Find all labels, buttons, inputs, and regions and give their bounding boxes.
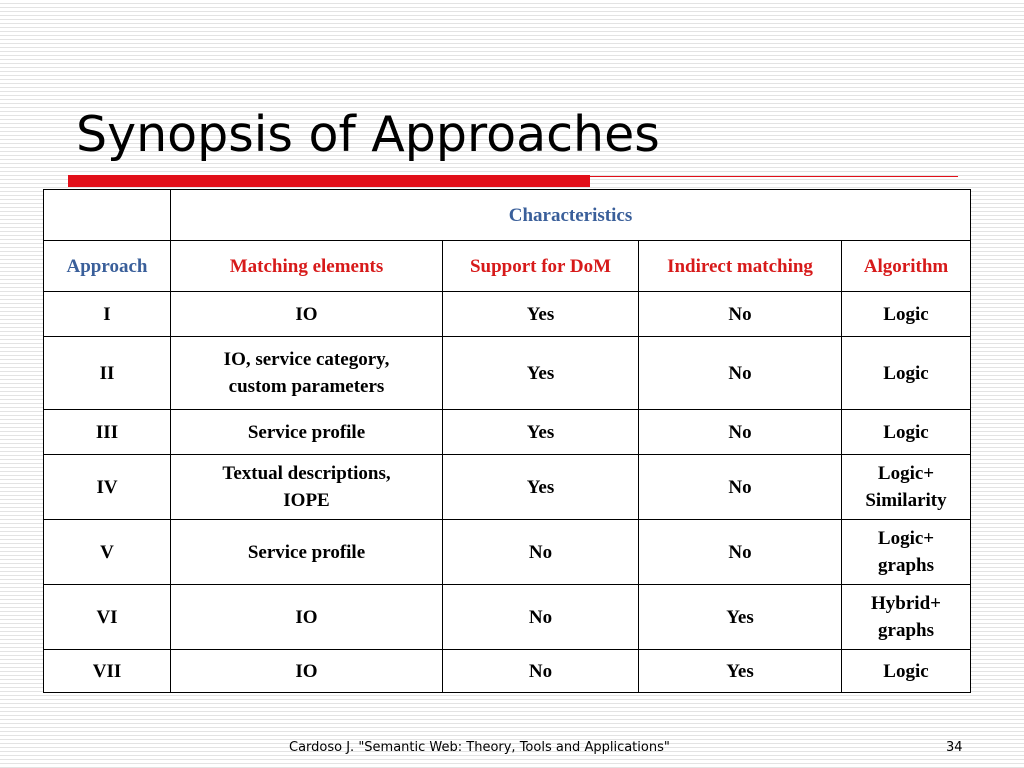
- approaches-table: [43, 189, 971, 693]
- algorithm-cell-line: graphs: [878, 620, 934, 641]
- matching-elements-cell: [171, 650, 443, 693]
- approach-cell: I: [44, 292, 171, 337]
- matching-elements-cell: [171, 410, 443, 455]
- empty-corner-cell: [44, 190, 171, 241]
- column-header-approach: Approach: [44, 241, 171, 292]
- approach-cell: VII: [44, 650, 171, 693]
- characteristics-header: Characteristics: [171, 190, 971, 241]
- algorithm-cell-line: Logic: [883, 362, 929, 384]
- indirect-matching-cell: Yes: [639, 650, 842, 693]
- column-header-matching-elements: Matching elements: [171, 241, 443, 292]
- algorithm-cell: [842, 292, 971, 337]
- support-for-dom-cell: Yes: [443, 410, 639, 455]
- matching-elements-cell-line: IOPE: [283, 490, 330, 511]
- approach-cell: V: [44, 520, 171, 585]
- support-for-dom-cell: Yes: [443, 337, 639, 410]
- table-body: [44, 292, 971, 693]
- algorithm-cell: [842, 455, 971, 520]
- table-group-header-row: [44, 190, 971, 241]
- algorithm-cell-line: graphs: [878, 555, 934, 576]
- support-for-dom-cell: No: [443, 650, 639, 693]
- citation-footer: Cardoso J. "Semantic Web: Theory, Tools and Applications": [289, 740, 670, 755]
- matching-elements-cell-line: IO: [295, 660, 318, 682]
- table-row: [44, 292, 971, 337]
- matching-elements-cell-line: Textual descriptions,: [222, 463, 391, 484]
- approach-cell: VI: [44, 585, 171, 650]
- support-for-dom-cell: No: [443, 585, 639, 650]
- matching-elements-cell: [171, 585, 443, 650]
- algorithm-cell-line: Similarity: [865, 490, 947, 511]
- algorithm-cell-line: Logic: [883, 660, 929, 682]
- page-number: 34: [946, 740, 963, 755]
- indirect-matching-cell: Yes: [639, 585, 842, 650]
- matching-elements-cell: [171, 455, 443, 520]
- approach-cell: III: [44, 410, 171, 455]
- matching-elements-cell: [171, 292, 443, 337]
- support-for-dom-cell: No: [443, 520, 639, 585]
- support-for-dom-cell: Yes: [443, 455, 639, 520]
- matching-elements-cell: [171, 520, 443, 585]
- column-header-algorithm: Algorithm: [842, 241, 971, 292]
- slide-title: Synopsis of Approaches: [76, 106, 660, 163]
- indirect-matching-cell: No: [639, 455, 842, 520]
- approaches-table-container: [43, 189, 971, 693]
- algorithm-cell-line: Logic: [883, 303, 929, 325]
- title-underline-thin: [590, 176, 958, 177]
- algorithm-cell-line: Logic+: [877, 463, 935, 484]
- table-row: [44, 520, 971, 585]
- table-column-header-row: [44, 241, 971, 292]
- table-row: [44, 585, 971, 650]
- algorithm-cell-line: Hybrid+: [871, 593, 941, 614]
- title-underline-thick: [68, 175, 590, 187]
- algorithm-cell-line: Logic: [883, 421, 929, 443]
- algorithm-cell: [842, 585, 971, 650]
- algorithm-cell: [842, 337, 971, 410]
- column-header-support-for-dom: Support for DoM: [443, 241, 639, 292]
- support-for-dom-cell: Yes: [443, 292, 639, 337]
- indirect-matching-cell: No: [639, 292, 842, 337]
- matching-elements-cell-line: IO: [295, 303, 318, 325]
- algorithm-cell: [842, 410, 971, 455]
- table-row: [44, 650, 971, 693]
- matching-elements-cell-line: IO, service category,: [223, 349, 390, 370]
- indirect-matching-cell: No: [639, 337, 842, 410]
- indirect-matching-cell: No: [639, 410, 842, 455]
- matching-elements-cell-line: Service profile: [247, 541, 366, 563]
- table-row: [44, 455, 971, 520]
- table-row: [44, 410, 971, 455]
- matching-elements-cell-line: custom parameters: [228, 376, 385, 397]
- matching-elements-cell-line: Service profile: [247, 421, 366, 443]
- column-header-indirect-matching: Indirect matching: [639, 241, 842, 292]
- algorithm-cell: [842, 520, 971, 585]
- algorithm-cell-line: Logic+: [877, 528, 935, 549]
- indirect-matching-cell: No: [639, 520, 842, 585]
- table-row: [44, 337, 971, 410]
- approach-cell: II: [44, 337, 171, 410]
- matching-elements-cell: [171, 337, 443, 410]
- algorithm-cell: [842, 650, 971, 693]
- approach-cell: IV: [44, 455, 171, 520]
- matching-elements-cell-line: IO: [295, 606, 318, 628]
